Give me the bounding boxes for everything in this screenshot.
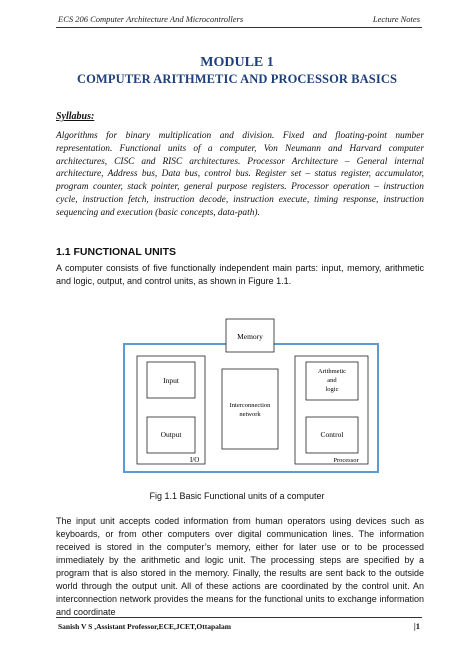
interconnection-label-line2: network [239,411,261,418]
module-heading: MODULE 1 [200,55,274,70]
running-header-course: ECS 206 Computer Architecture And Microcontrollers [58,14,244,24]
figure-caption: Fig 1.1 Basic Functional units of a computer [149,491,325,501]
intro-paragraph: A computer consists of five functionally independent main parts: input, memory, arithmetic and logic, output, and control units, as shown in Figure 1.1. [56,263,424,286]
input-unit-paragraph: The input unit accepts coded information from human operators using devices such as keyboards, or from other computers over digital communication lines. The information received is stored in the computer’s memory, either for later use or to be processed immediately by the arithmetic and logic unit. The processing steps are specified by a program that is also stored in the memory. Finally, the results are sent back to the outside world through the output unit. All of these actions are coordinated by the control unit. An interconnection network provides the means for the functional units to exchange information and coordinate [56,516,424,617]
running-header-label: Lecture Notes [372,14,420,24]
output-label: Output [160,430,182,439]
interconnection-box [222,369,278,449]
processor-label: Processor [333,457,359,464]
syllabus-body: Algorithms for binary multiplication and division. Fixed and floating-point number representation. Functional units of a computer, Von Neumann and Harvard computer architectures, CISC and RISC architectures. Processor Architecture – General internal architecture, Address bus, Data bus, control bus. Register set – status register, accumulator, program counter, stack pointer, general purpose registers. Processor operation – instruction cycle, instruction fetch, instruction decode, instruction execute, timing response, instruction sequencing and execution (basic concepts, data-path). [56,131,424,218]
alu-label-line1: Arithmetic [317,368,347,375]
interconnection-label-line1: Interconnection [229,402,271,409]
footer-rule [56,617,422,618]
control-label: Control [320,430,344,439]
alu-label-line3: logic [325,386,339,393]
alu-label-line2: and [327,377,337,384]
io-label: I/O [190,456,200,464]
input-label: Input [163,376,179,385]
page-number: |1 [413,621,420,631]
memory-label: Memory [237,332,263,341]
syllabus-heading: Syllabus: [56,111,95,122]
module-title: COMPUTER ARITHMETIC AND PROCESSOR BASICS [76,72,398,86]
section-heading: 1.1 FUNCTIONAL UNITS [56,246,176,258]
footer-author: Sanish V S ,Assistant Professor,ECE,JCET,Ottapalam [58,622,231,631]
